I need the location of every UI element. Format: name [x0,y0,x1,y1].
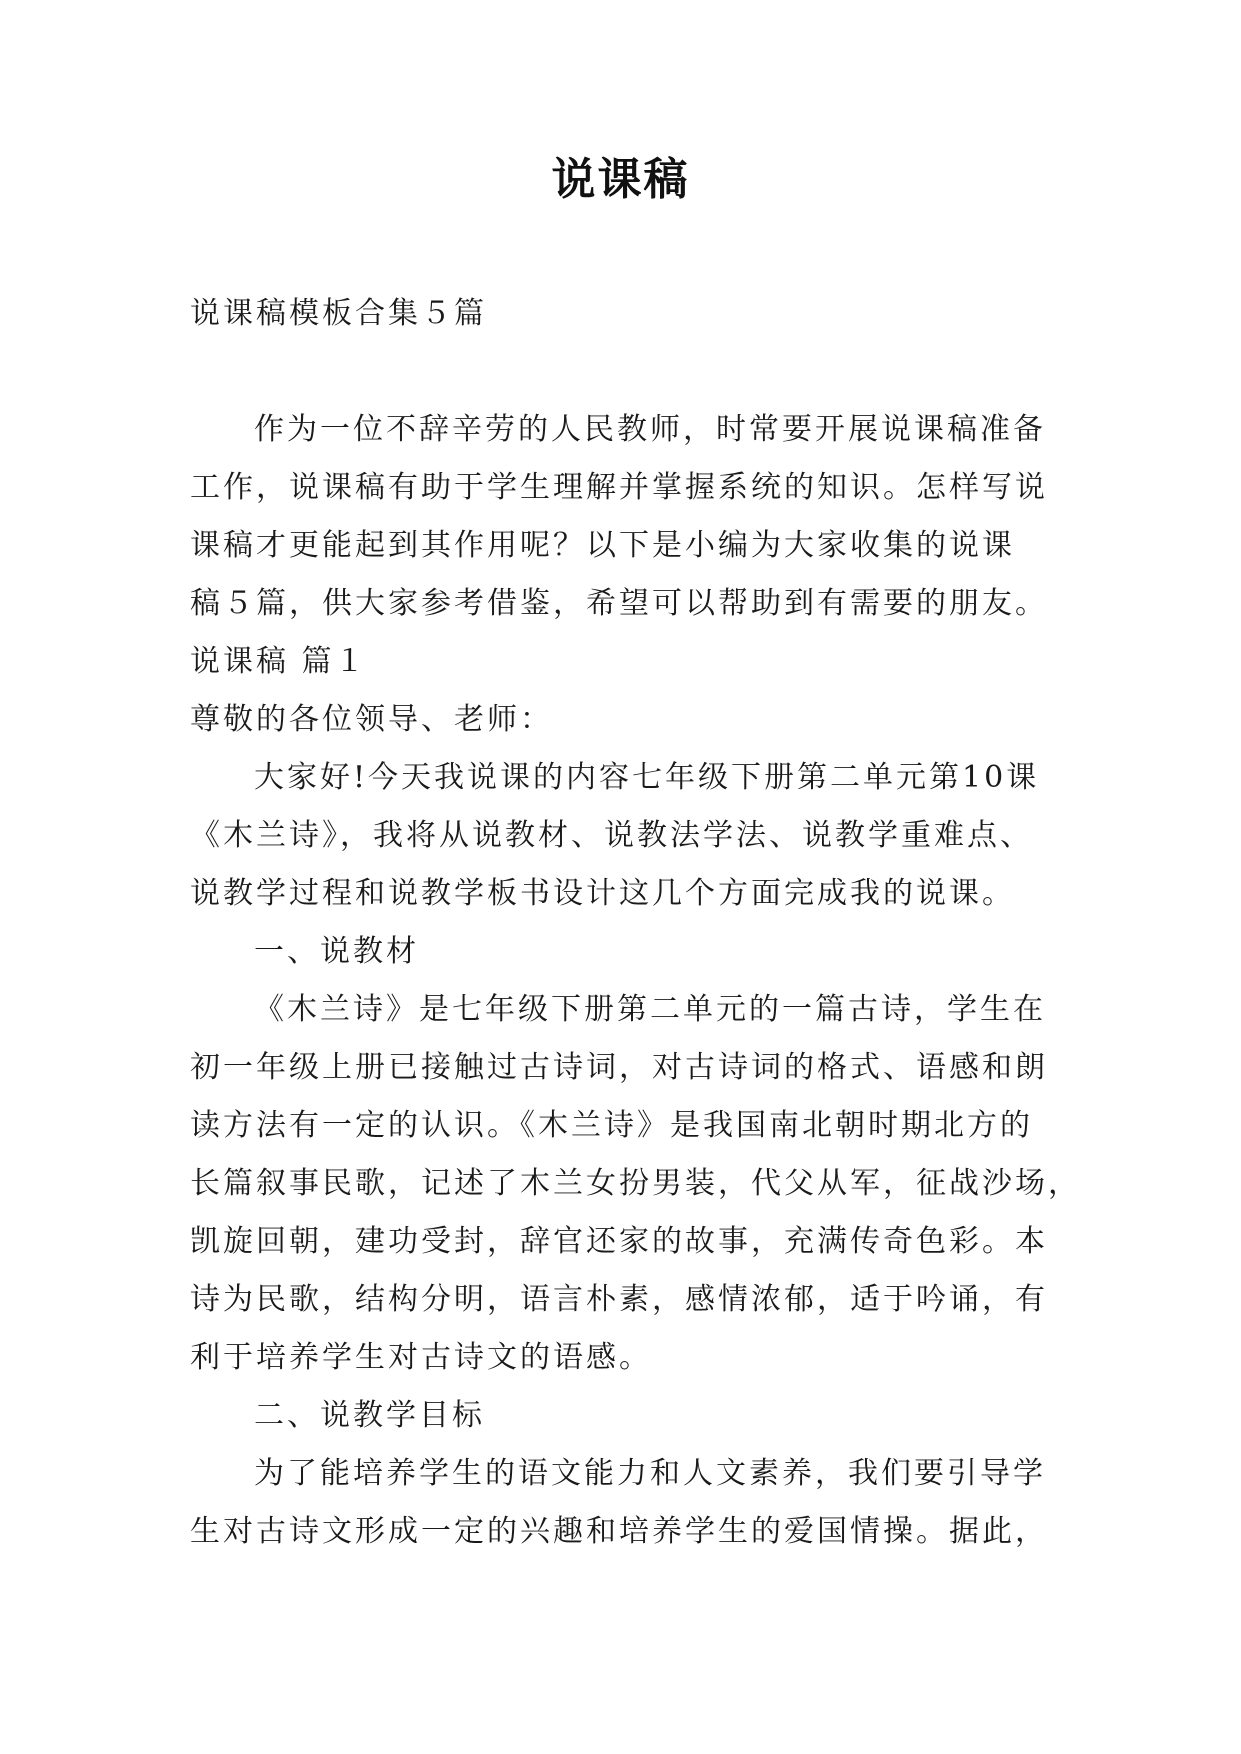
paragraph-line: 长篇叙事民歌，记述了木兰女扮男装，代父从军，征战沙场， [190,1166,1081,1201]
paragraph-line: 《木兰诗》是七年级下册第二单元的一篇古诗，学生在 [254,992,1046,1027]
section-heading: 说课稿 篇１ [190,644,368,679]
paragraph-line: 凯旋回朝，建功受封，辞官还家的故事，充满传奇色彩。本 [190,1224,1048,1259]
paragraph-line: 生对古诗文形成一定的兴趣和培养学生的爱国情操。据此， [190,1514,1048,1549]
section-heading: 一、说教材 [254,934,419,969]
paragraph-line: 利于培养学生对古诗文的语感。 [190,1340,652,1375]
paragraph-line: 说教学过程和说教学板书设计这几个方面完成我的说课。 [190,876,1015,911]
paragraph-line: 为了能培养学生的语文能力和人文素养，我们要引导学 [254,1456,1046,1491]
paragraph-line: 工作，说课稿有助于学生理解并掌握系统的知识。怎样写说 [190,470,1048,505]
document-title: 说课稿 [551,154,690,205]
salutation-line: 尊敬的各位领导、老师： [190,702,553,737]
document-subtitle: 说课稿模板合集５篇 [190,296,487,331]
paragraph-line: 大家好!今天我说课的内容七年级下册第二单元第10课 [254,760,1040,795]
paragraph-line: 作为一位不辞辛劳的人民教师，时常要开展说课稿准备 [254,412,1046,447]
paragraph-line: 初一年级上册已接触过古诗词，对古诗词的格式、语感和朗 [190,1050,1048,1085]
paragraph-line: 《木兰诗》，我将从说教材、说教法学法、说教学重难点、 [190,818,1033,853]
paragraph-line: 诗为民歌，结构分明，语言朴素，感情浓郁，适于吟诵，有 [190,1282,1048,1317]
section-heading: 二、说教学目标 [254,1398,485,1433]
paragraph-line: 稿５篇，供大家参考借鉴，希望可以帮助到有需要的朋友。 [190,586,1048,621]
paragraph-line: 课稿才更能起到其作用呢？以下是小编为大家收集的说课 [190,528,1015,563]
paragraph-line: 读方法有一定的认识。《木兰诗》是我国南北朝时期北方的 [190,1108,1033,1143]
